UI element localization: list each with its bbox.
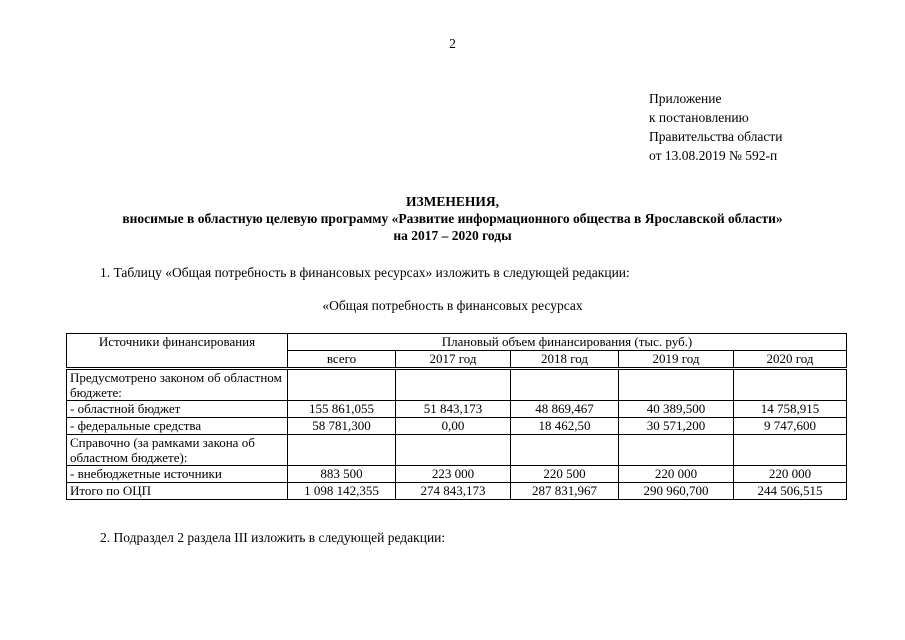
paragraph-1: 1. Таблицу «Общая потребность в финансовых ресурсах» изложить в следующей редакции: [100,265,630,280]
document-heading [0,193,905,244]
cell-2018 [511,435,619,466]
appendix-line: Правительства области [649,129,783,144]
cell-total: 58 781,300 [288,418,396,435]
cell-2020: 14 758,915 [734,401,847,418]
header-2017: 2017 год [396,351,511,369]
cell-2017: 0,00 [396,418,511,435]
cell-2018 [511,369,619,401]
cell-2017: 274 843,173 [396,483,511,500]
row-label: Итого по ОЦП [67,483,288,500]
cell-2018: 220 500 [511,466,619,483]
cell-2017 [396,435,511,466]
table-row [67,435,847,466]
heading-title: ИЗМЕНЕНИЯ, [405,194,499,209]
cell-total: 155 861,055 [288,401,396,418]
cell-2017 [396,369,511,401]
page-number: 2 [449,36,456,51]
cell-2020: 220 000 [734,466,847,483]
cell-total: 883 500 [288,466,396,483]
cell-2018: 18 462,50 [511,418,619,435]
appendix-line: от 13.08.2019 № 592-п [649,148,778,163]
header-sources: Источники финансирования [67,334,288,369]
table-row [67,418,847,435]
cell-2019: 40 389,500 [619,401,734,418]
cell-total [288,369,396,401]
cell-2017: 51 843,173 [396,401,511,418]
cell-2018: 287 831,967 [511,483,619,500]
cell-2019 [619,435,734,466]
row-label: Предусмотрено законом об областном бюджете: [67,369,288,401]
row-label: - внебюджетные источники [67,466,288,483]
cell-2020 [734,369,847,401]
row-label: Справочно (за рамками закона об областном бюджете): [67,435,288,466]
cell-total [288,435,396,466]
cell-2019 [619,369,734,401]
appendix-line: к постановлению [649,110,749,125]
cell-2017: 223 000 [396,466,511,483]
table-row-total [67,483,847,500]
paragraph-2: 2. Подраздел 2 раздела III изложить в следующей редакции: [100,530,446,545]
header-total: всего [288,351,396,369]
table-row [67,369,847,401]
cell-2020: 9 747,600 [734,418,847,435]
header-plan: Плановый объем финансирования (тыс. руб.) [288,334,847,351]
cell-2018: 48 869,467 [511,401,619,418]
row-label: - федеральные средства [67,418,288,435]
header-2019: 2019 год [619,351,734,369]
financing-table [66,333,847,500]
cell-2019: 30 571,200 [619,418,734,435]
cell-total: 1 098 142,355 [288,483,396,500]
header-2018: 2018 год [511,351,619,369]
heading-line: вносимые в областную целевую программу «Развитие информационного общества в Ярославской области» [122,211,783,226]
table-caption: «Общая потребность в финансовых ресурсах [322,298,583,313]
cell-2019: 290 960,700 [619,483,734,500]
table-header-row [67,334,847,351]
heading-line: на 2017 – 2020 годы [393,228,512,243]
appendix-block [649,89,782,165]
cell-2020: 244 506,515 [734,483,847,500]
cell-2020 [734,435,847,466]
table-row [67,401,847,418]
table-row [67,466,847,483]
appendix-line: Приложение [649,91,722,106]
cell-2019: 220 000 [619,466,734,483]
header-2020: 2020 год [734,351,847,369]
row-label: - областной бюджет [67,401,288,418]
